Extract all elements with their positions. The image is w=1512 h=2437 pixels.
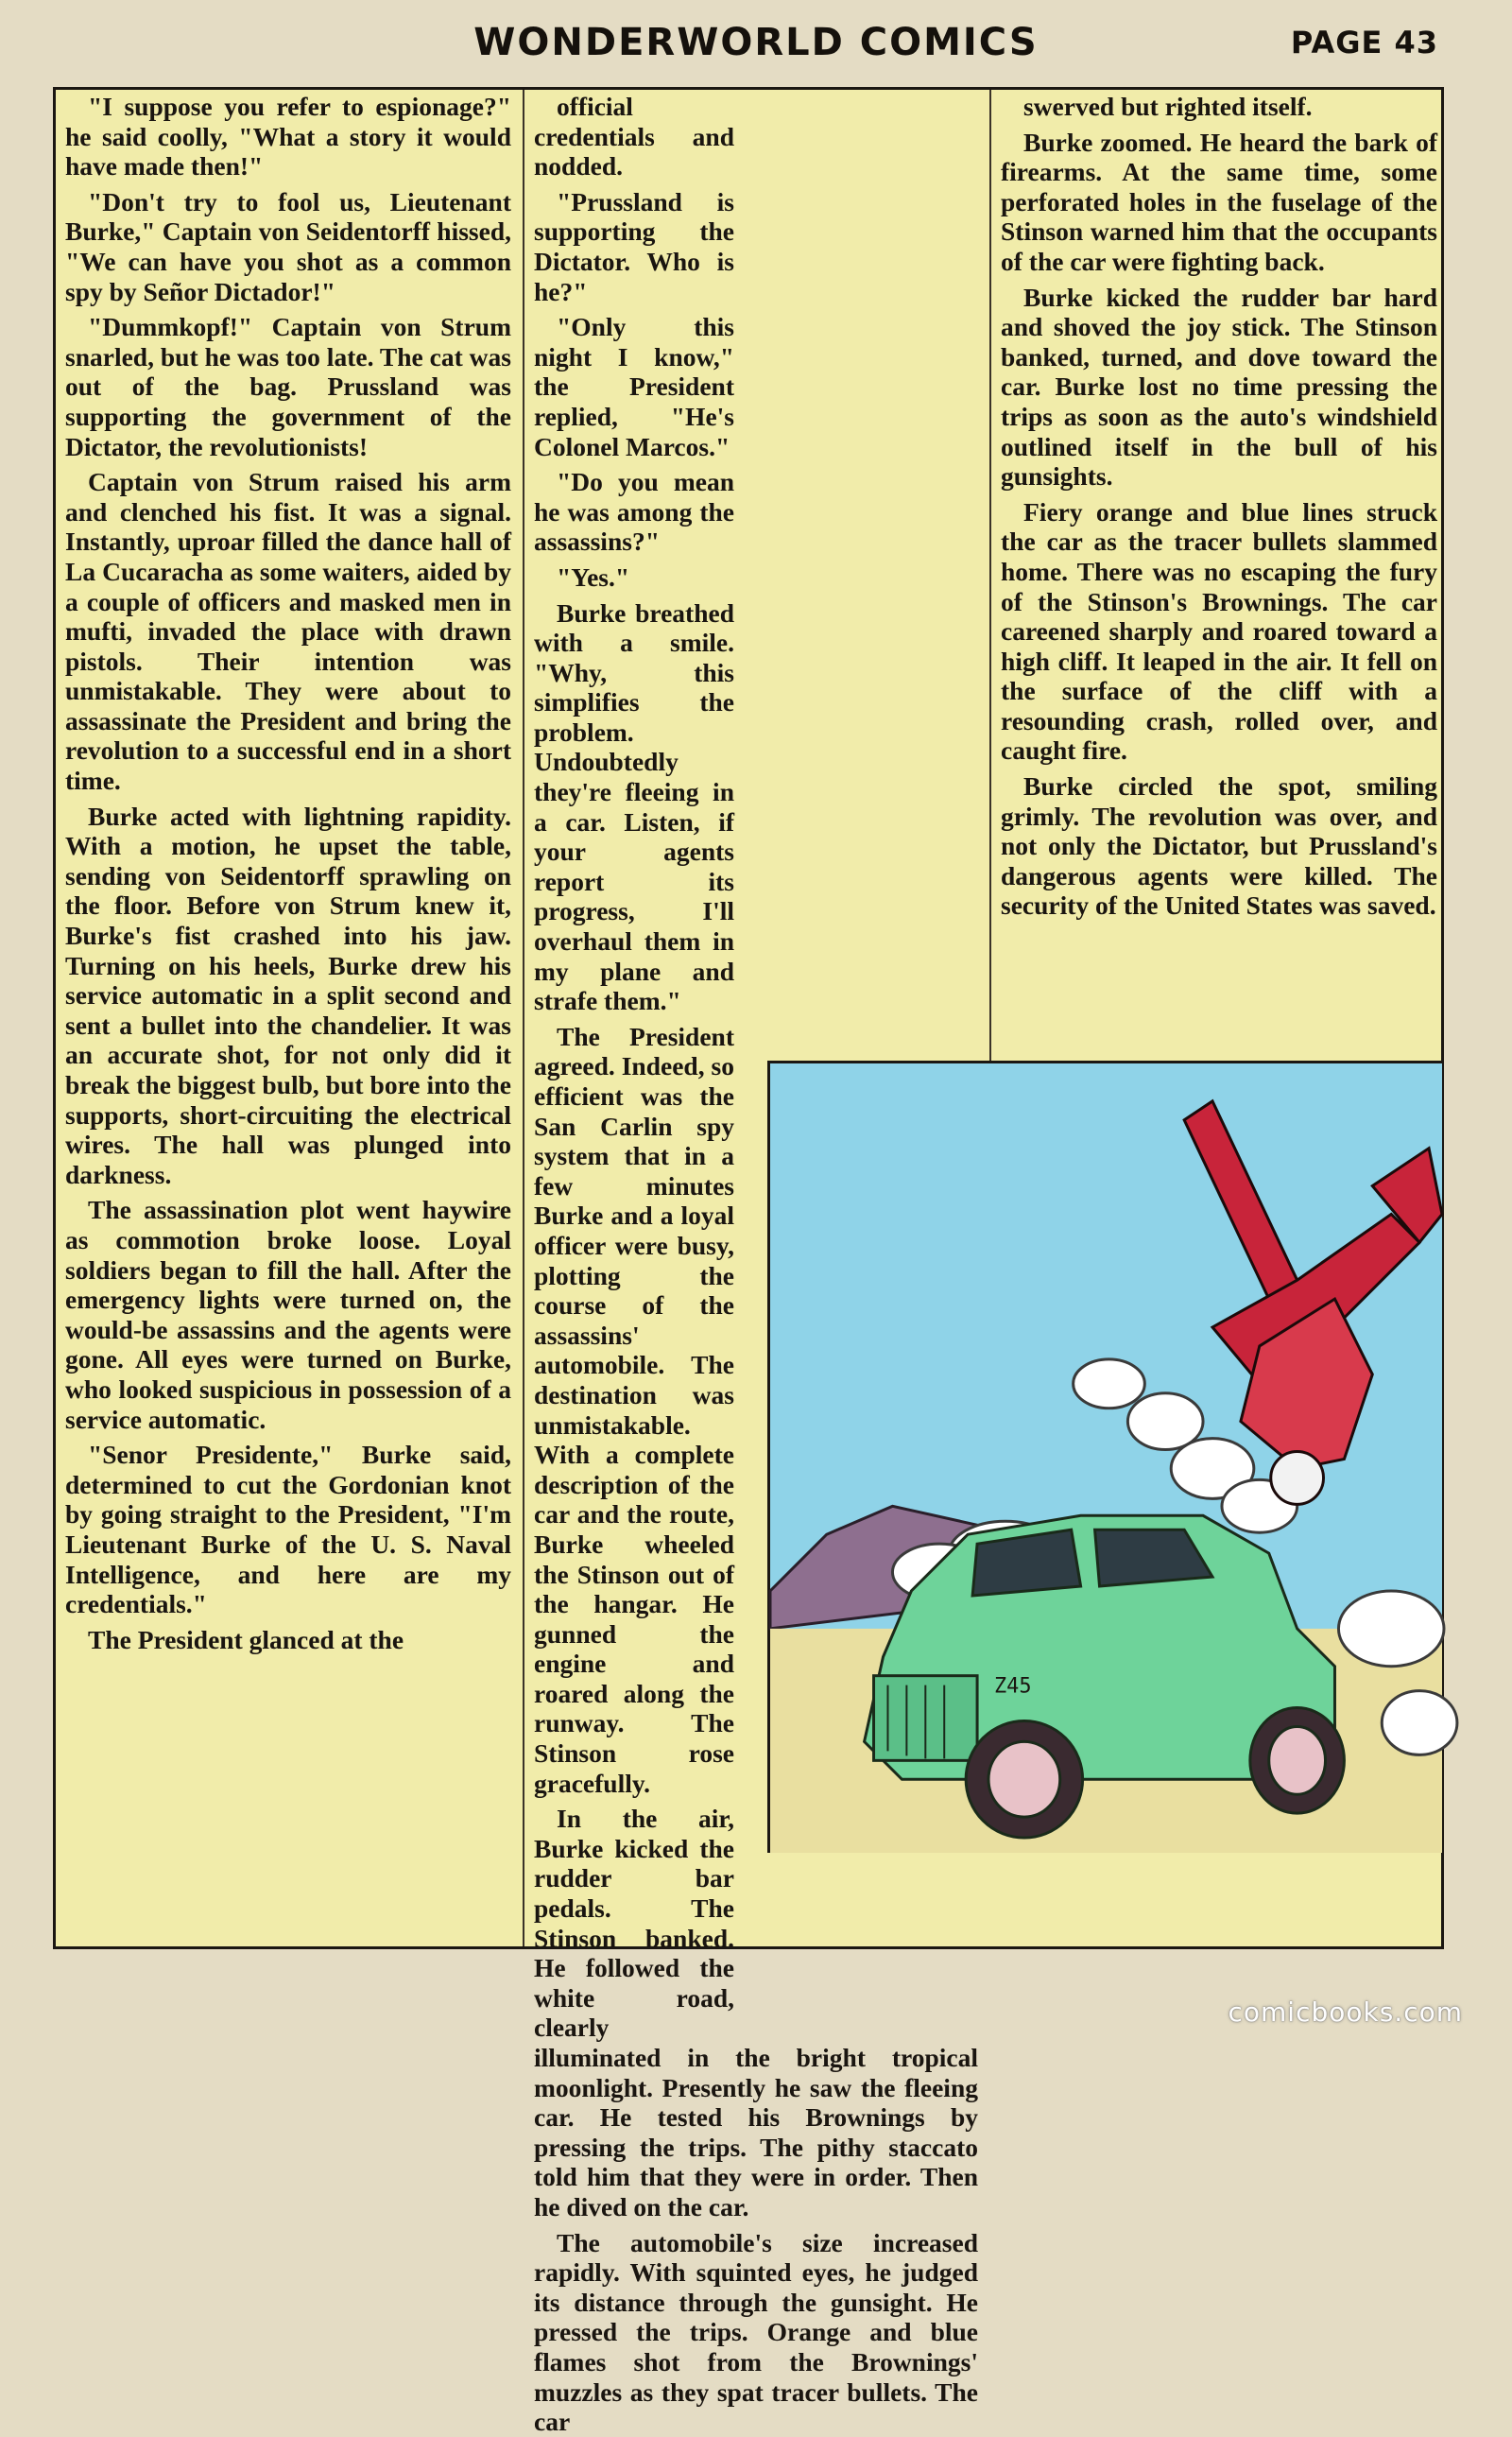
paragraph: In the air, Burke kicked the rudder bar pedals. The Stinson banked. He followed the white road, clearly illuminated in the bright tropical moonlight. Presently he saw the fleeing car. He tested his Brownings by pressing the trips. The pithy staccato told him that they were in order. Then he dived on the car. — [534, 1804, 978, 2221]
plane-attacks-car-illustration — [767, 1061, 1442, 1853]
page-number: PAGE 43 — [1290, 25, 1438, 60]
paragraph: "Yes." — [557, 562, 630, 592]
paragraph: Burke kicked the rudder bar hard and shoved the joy stick. The Stinson banked, turned, and dove toward the car. Burke lost no time pressing the trips as soon as the auto's windshield outlined itself in the bull of his gunsights. — [1001, 282, 1437, 492]
paragraph: "I suppose you refer to espionage?" he said coolly, "What a story it would have made then!" — [65, 92, 511, 181]
paragraph: The President glanced at the — [88, 1624, 404, 1654]
watermark: comicbooks.com — [1228, 1996, 1463, 2028]
paragraph: official credentials and nodded. — [534, 92, 734, 181]
paragraph: Fiery orange and blue lines struck the car as the tracer bullets slammed home. There was no escaping the fury of the Stinson's Brownings. The car careened sharply and roared toward a high cliff. It leaped in the air. It fell on the surface of the cliff with a resounding crash, rolled over, and caught fire. — [1001, 496, 1437, 766]
text-column-3 — [1001, 90, 1437, 1149]
paragraph: swerved but righted itself. — [1023, 92, 1313, 121]
paragraph: "Only this night I know," the President replied, "He's Colonel Marcos." — [534, 312, 734, 461]
paragraph: Burke acted with lightning rapidity. With a motion, he upset the table, sending von Seidentorff sprawling on the floor. Before von Strum knew it, Burke's fist crashed into his jaw. Turning on his heels, Burke drew his service automatic in a split second and sent a bullet into the chandelier. It was an accurate shot, for not only did it break the biggest bulb, but bore into the supports, short-circuiting the electrical wires. The hall was plunged into darkness. — [65, 801, 511, 1189]
column-divider — [989, 90, 991, 1167]
paragraph: "Senor Presidente," Burke said, determined to cut the Gordonian knot by going straight to the President, "I'm Lieutenant Burke of the U. S. Naval Intelligence, and here are my credentials." — [65, 1440, 511, 1619]
page-header — [0, 21, 1512, 78]
text-column-1 — [65, 90, 511, 1944]
paragraph: The assassination plot went haywire as commotion broke loose. Loyal soldiers began to fill the hall. After the emergency lights were turned on, the would-be assassins and the agents were gone. All eyes were turned on Burke, who looked suspicious in possession of a service automatic. — [65, 1195, 511, 1434]
paragraph: The President agreed. Indeed, so efficient was the San Carlin spy system that in a few minutes Burke and a loyal officer were busy, plotting the course of the assassins' automobile. The destination was unmistakable. With a complete description of the car and the route, Burke wheeled the Stinson out of the hangar. He gunned the engine and roared along the runway. The Stinson rose gracefully. — [534, 1021, 734, 1798]
paragraph: "Dummkopf!" Captain von Strum snarled, but he was too late. The cat was out of the bag. Prussland was supporting the government of the Dictator, the revolutionists! — [65, 312, 511, 461]
illustration-svg — [770, 1063, 1442, 1853]
license-plate: Z45 — [994, 1674, 1032, 1699]
paragraph: "Do you mean he was among the assassins?" — [534, 467, 734, 557]
magazine-title: WONDERWORLD COMICS — [473, 21, 1039, 64]
paragraph: The automobile's size increased rapidly. With squinted eyes, he judged its distance through the gunsight. He pressed the trips. Orange and blue flames shot from the Brownings' muzzles as they spat tracer bullets. The car — [534, 2227, 978, 2437]
paragraph: "Prussland is supporting the Dictator. Who is he?" — [534, 186, 734, 306]
paragraph: Burke circled the spot, smiling grimly. The revolution was over, and not only the Dictator, but Prussland's dangerous agents were killed. The security of the United States was saved. — [1001, 771, 1437, 921]
paragraph: Captain von Strum raised his arm and clenched his fist. It was a signal. Instantly, uproar filled the dance hall of La Cucaracha as some waiters, aided by a couple of officers and masked men in mufti, invaded the place with drawn pistols. Their intention was unmistakable. They were about to assassinate the President and bring the revolution to a successful end in a short time. — [65, 467, 511, 796]
column-divider — [523, 90, 524, 1946]
paragraph: Burke zoomed. He heard the bark of firearms. At the same time, some perforated holes in the fuselage of the Stinson warned him that the occupants of the car were fighting back. — [1001, 127, 1437, 276]
paragraph: Burke breathed with a smile. "Why, this simplifies the problem. Undoubtedly they're fleeing in a car. Listen, if your agents report its progress, I'll overhaul them in my plane and strafe them." — [534, 597, 734, 1016]
paragraph: "Don't try to fool us, Lieutenant Burke," Captain von Seidentorff hissed, "We can have you shot as a common spy by Señor Dictador!" — [65, 186, 511, 306]
